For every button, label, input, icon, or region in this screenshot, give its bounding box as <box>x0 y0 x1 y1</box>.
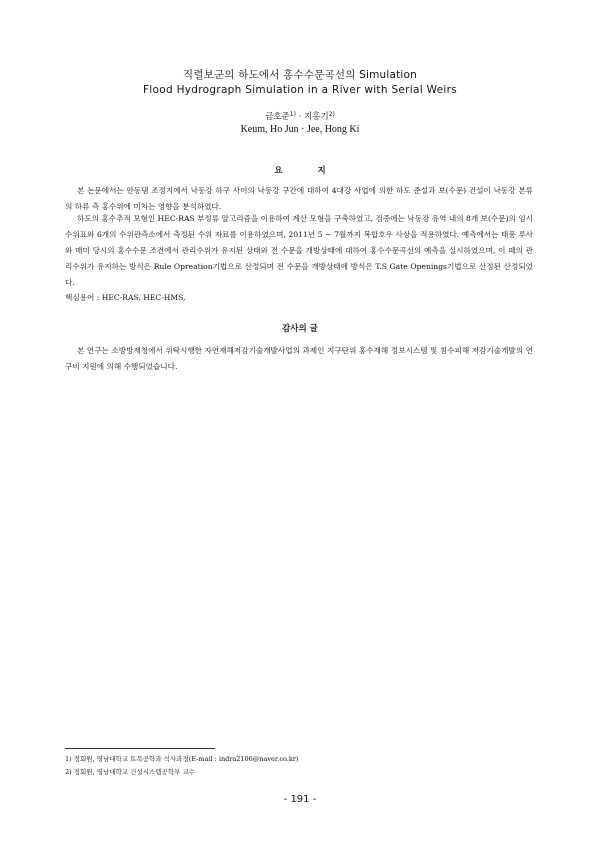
author-1-footnote-mark: 1) <box>289 111 296 118</box>
title-english: Flood Hydrograph Simulation in a River with Serial Weirs <box>142 84 458 96</box>
page-number: - 191 - <box>283 794 317 805</box>
authors-korean <box>0 110 600 122</box>
abstract-paragraph-2: 하도의 홍수추적 모형인 HEC-RAS 부정류 알고리즘을 이용하여 계산 모형을 구축하였고, 검증에는 낙동강 유역 내의 8개 보(수문)의 임시수위표와 6개의 수위관측소에서 측정된 수위 자료를 이용하였으며, 2011년 5 ~ 7월까지 복합호우 사상을 적용하였다. 예측에서는 태풍 루사와 매미 당시의 홍수수문 조건에서 관리수위가 유지된 상태와 전 수문을 개방상태에 대하여 홍수수문곡선의 예측을 실시하였으며, 이 때의 관리수위가 유지하는 방식은 Rule Opreation기법으로 산정되며 전 수문을 개방상태에 방식은 T.S Gate Openings기법으로 산정된 산정되었다. <box>65 214 533 287</box>
author-separator: · <box>295 112 305 122</box>
authors-english: Keum, Ho Jun · Jee, Hong Ki <box>240 124 360 135</box>
acknowledgement-paragraph: 본 연구는 소방방재청에서 위탁시행한 자연재해저감기술개발사업의 과제인 지구단위 홍수재해 정보시스템 및 침수피해 저감기술개발의 연구비 지원에 의해 수행되었습니다. <box>65 346 533 371</box>
author-2-footnote-mark: 2) <box>328 111 335 118</box>
author-1-name: 금호준 <box>265 112 290 122</box>
author-2-name: 지홍기 <box>304 112 329 122</box>
abstract-paragraph-1: 본 논문에서는 안동댐 조정지에서 낙동강 하구 사이의 낙동강 구간에 대하여 4대강 사업에 의한 하도 준설과 보(수문) 건설이 낙동강 본류의 하류 측 홍수위에 미치는 영향을 분석하였다. <box>65 186 533 211</box>
footnote-divider <box>65 748 215 749</box>
acknowledgement-heading: 감사의 글 <box>282 324 318 334</box>
abstract-heading: 요 지 <box>274 166 342 176</box>
title-korean: 직렬보군의 하도에서 홍수수문곡선의 Simulation <box>182 69 418 81</box>
footnote-1: 1) 정회원, 영남대학교 토목공학과 석사과정(E-mail : indra2106@naver.co.kr) <box>65 755 299 763</box>
footnote-2: 2) 정회원, 영남대학교 건설시스템공학부 교수 <box>65 768 196 776</box>
keywords: 핵심용어 : HEC-RAS, HEC-HMS, <box>65 293 186 302</box>
